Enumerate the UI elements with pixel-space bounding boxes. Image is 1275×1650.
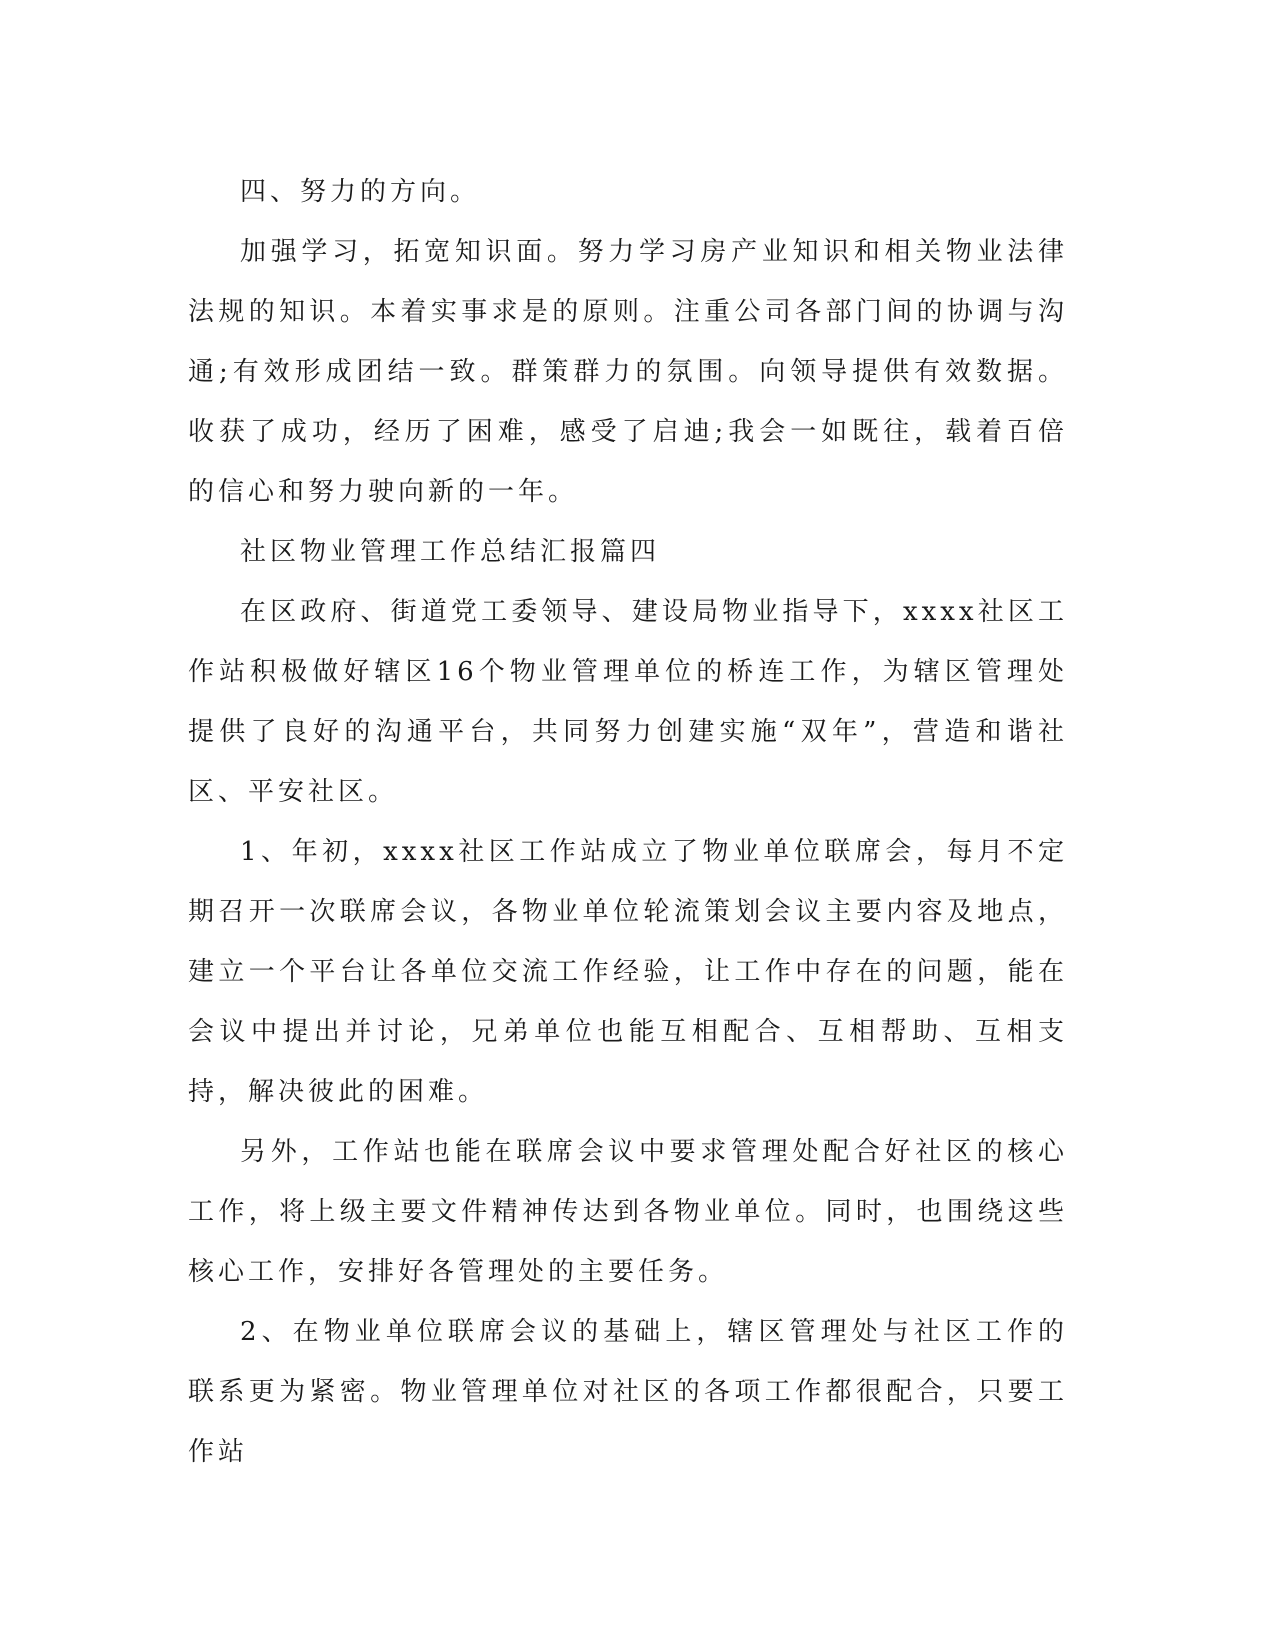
paragraph-study: 加强学习，拓宽知识面。努力学习房产业知识和相关物业法律法规的知识。本着实事求是的原则。注重公司各部门间的协调与沟通;有效形成团结一致。群策群力的氛围。向领导提供有效数据。收获了成功，经历了困难，感受了启迪;我会一如既往，载着百倍的信心和努力驶向新的一年。 (188, 237, 1068, 507)
paragraph-additional: 另外，工作站也能在联席会议中要求管理处配合好社区的核心工作，将上级主要文件精神传达到各物业单位。同时，也围绕这些核心工作，安排好各管理处的主要任务。 (188, 1137, 1068, 1287)
section-heading-direction: 四、努力的方向。 (240, 177, 481, 207)
section-title-part-four: 社区物业管理工作总结汇报篇四 (240, 537, 661, 567)
paragraph-item-2: 2、在物业单位联席会议的基础上，辖区管理处与社区工作的联系更为紧密。物业管理单位对社区的各项工作都很配合，只要工作站 (188, 1317, 1068, 1467)
document-body (188, 162, 1068, 1482)
paragraph-intro: 在区政府、街道党工委领导、建设局物业指导下，xxxx社区工作站积极做好辖区16个物业管理单位的桥连工作，为辖区管理处提供了良好的沟通平台，共同努力创建实施“双年”，营造和谐社区、平安社区。 (188, 597, 1068, 807)
paragraph-item-1: 1、年初，xxxx社区工作站成立了物业单位联席会，每月不定期召开一次联席会议，各物业单位轮流策划会议主要内容及地点，建立一个平台让各单位交流工作经验，让工作中存在的问题，能在会议中提出并讨论，兄弟单位也能互相配合、互相帮助、互相支持，解决彼此的困难。 (188, 837, 1068, 1107)
